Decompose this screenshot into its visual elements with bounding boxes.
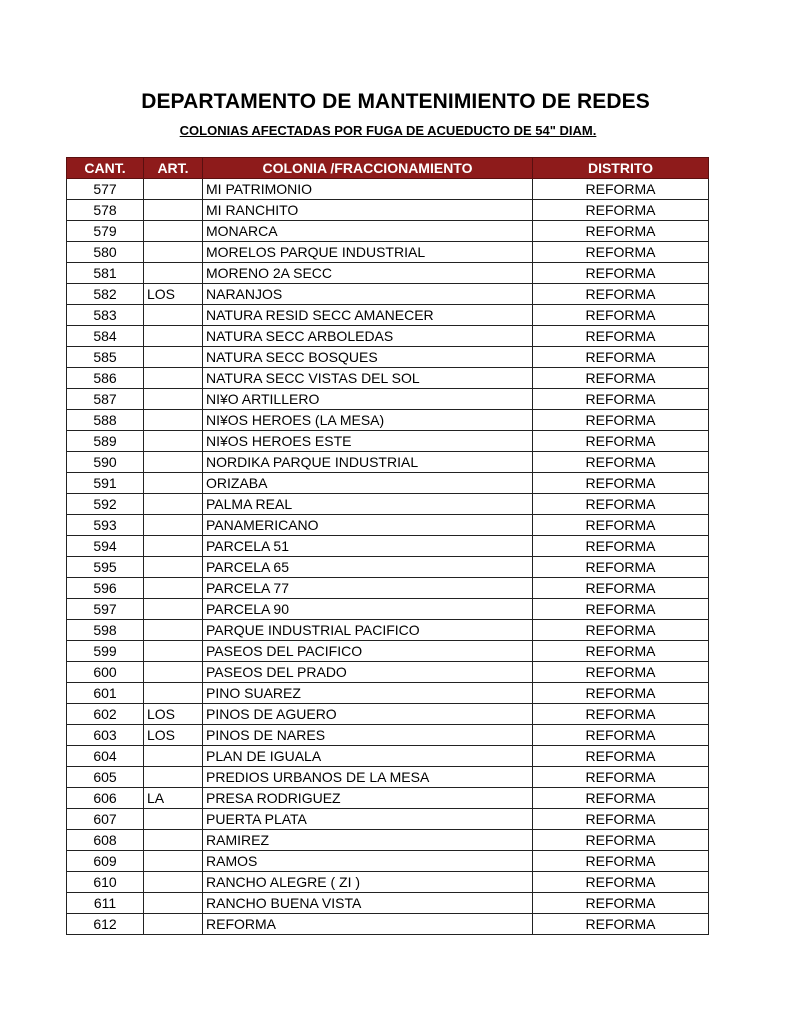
cell-colonia: RANCHO BUENA VISTA	[203, 893, 533, 914]
cell-colonia: PARCELA 90	[203, 599, 533, 620]
column-header-colonia: COLONIA /FRACCIONAMIENTO	[203, 158, 533, 179]
cell-colonia: NATURA SECC BOSQUES	[203, 347, 533, 368]
cell-art: LOS	[144, 284, 203, 305]
cell-cant: 587	[67, 389, 144, 410]
cell-cant: 591	[67, 473, 144, 494]
cell-colonia: NARANJOS	[203, 284, 533, 305]
table-row	[67, 851, 709, 872]
column-header-distrito: DISTRITO	[533, 158, 709, 179]
cell-distrito: REFORMA	[533, 284, 709, 305]
table-row	[67, 767, 709, 788]
cell-art	[144, 200, 203, 221]
cell-art	[144, 305, 203, 326]
cell-art	[144, 767, 203, 788]
table-row	[67, 872, 709, 893]
table-row	[67, 641, 709, 662]
cell-cant: 596	[67, 578, 144, 599]
cell-distrito: REFORMA	[533, 851, 709, 872]
cell-cant: 608	[67, 830, 144, 851]
cell-cant: 588	[67, 410, 144, 431]
cell-cant: 602	[67, 704, 144, 725]
cell-cant: 604	[67, 746, 144, 767]
cell-art	[144, 536, 203, 557]
cell-distrito: REFORMA	[533, 410, 709, 431]
cell-colonia: NATURA SECC ARBOLEDAS	[203, 326, 533, 347]
table-row	[67, 263, 709, 284]
cell-art	[144, 515, 203, 536]
cell-cant: 592	[67, 494, 144, 515]
table-row	[67, 284, 709, 305]
cell-colonia: RAMIREZ	[203, 830, 533, 851]
cell-colonia: MONARCA	[203, 221, 533, 242]
table-row	[67, 179, 709, 200]
table-row	[67, 746, 709, 767]
cell-cant: 582	[67, 284, 144, 305]
cell-cant: 580	[67, 242, 144, 263]
cell-cant: 589	[67, 431, 144, 452]
cell-cant: 595	[67, 557, 144, 578]
table-row	[67, 557, 709, 578]
cell-art	[144, 893, 203, 914]
cell-colonia: MORENO 2A SECC	[203, 263, 533, 284]
cell-distrito: REFORMA	[533, 830, 709, 851]
cell-cant: 610	[67, 872, 144, 893]
cell-cant: 605	[67, 767, 144, 788]
table-row	[67, 221, 709, 242]
cell-distrito: REFORMA	[533, 452, 709, 473]
table-row	[67, 662, 709, 683]
cell-cant: 600	[67, 662, 144, 683]
cell-cant: 607	[67, 809, 144, 830]
cell-colonia: PRESA RODRIGUEZ	[203, 788, 533, 809]
table-row	[67, 725, 709, 746]
cell-art	[144, 851, 203, 872]
cell-art	[144, 473, 203, 494]
table-row	[67, 431, 709, 452]
cell-distrito: REFORMA	[533, 809, 709, 830]
cell-art	[144, 830, 203, 851]
cell-distrito: REFORMA	[533, 578, 709, 599]
cell-distrito: REFORMA	[533, 389, 709, 410]
cell-distrito: REFORMA	[533, 242, 709, 263]
table-row	[67, 788, 709, 809]
cell-art: LOS	[144, 725, 203, 746]
cell-colonia: PANAMERICANO	[203, 515, 533, 536]
cell-colonia: MI PATRIMONIO	[203, 179, 533, 200]
table-row	[67, 578, 709, 599]
table-row	[67, 242, 709, 263]
cell-cant: 609	[67, 851, 144, 872]
table-row	[67, 347, 709, 368]
cell-distrito: REFORMA	[533, 725, 709, 746]
cell-distrito: REFORMA	[533, 326, 709, 347]
cell-cant: 583	[67, 305, 144, 326]
cell-colonia: PARQUE INDUSTRIAL PACIFICO	[203, 620, 533, 641]
cell-colonia: PLAN DE IGUALA	[203, 746, 533, 767]
cell-colonia: PARCELA 77	[203, 578, 533, 599]
table-row	[67, 914, 709, 935]
page-subtitle: COLONIAS AFECTADAS POR FUGA DE ACUEDUCTO DE 54" DIAM.	[179, 123, 597, 138]
cell-distrito: REFORMA	[533, 767, 709, 788]
cell-colonia: RAMOS	[203, 851, 533, 872]
cell-art	[144, 641, 203, 662]
cell-cant: 590	[67, 452, 144, 473]
cell-art	[144, 914, 203, 935]
table-row	[67, 389, 709, 410]
cell-colonia: ORIZABA	[203, 473, 533, 494]
cell-colonia: NATURA SECC VISTAS DEL SOL	[203, 368, 533, 389]
cell-distrito: REFORMA	[533, 683, 709, 704]
cell-art	[144, 809, 203, 830]
table-row	[67, 620, 709, 641]
cell-distrito: REFORMA	[533, 347, 709, 368]
cell-distrito: REFORMA	[533, 221, 709, 242]
cell-colonia: PUERTA PLATA	[203, 809, 533, 830]
cell-art	[144, 368, 203, 389]
table-row	[67, 368, 709, 389]
cell-cant: 606	[67, 788, 144, 809]
cell-cant: 601	[67, 683, 144, 704]
table-row	[67, 830, 709, 851]
table-row	[67, 200, 709, 221]
cell-art	[144, 683, 203, 704]
cell-art	[144, 620, 203, 641]
cell-distrito: REFORMA	[533, 599, 709, 620]
cell-cant: 612	[67, 914, 144, 935]
cell-cant: 584	[67, 326, 144, 347]
cell-distrito: REFORMA	[533, 872, 709, 893]
cell-cant: 598	[67, 620, 144, 641]
cell-distrito: REFORMA	[533, 914, 709, 935]
cell-art	[144, 179, 203, 200]
cell-art	[144, 431, 203, 452]
cell-cant: 578	[67, 200, 144, 221]
cell-distrito: REFORMA	[533, 893, 709, 914]
cell-colonia: MORELOS PARQUE INDUSTRIAL	[203, 242, 533, 263]
cell-distrito: REFORMA	[533, 641, 709, 662]
cell-art	[144, 662, 203, 683]
cell-distrito: REFORMA	[533, 746, 709, 767]
cell-colonia: NATURA RESID SECC AMANECER	[203, 305, 533, 326]
table-row	[67, 410, 709, 431]
cell-art	[144, 452, 203, 473]
cell-distrito: REFORMA	[533, 620, 709, 641]
cell-art	[144, 263, 203, 284]
cell-cant: 603	[67, 725, 144, 746]
table-row	[67, 452, 709, 473]
table-header-row	[67, 158, 709, 179]
cell-colonia: NI¥O ARTILLERO	[203, 389, 533, 410]
cell-distrito: REFORMA	[533, 473, 709, 494]
cell-cant: 597	[67, 599, 144, 620]
cell-colonia: RANCHO ALEGRE ( ZI )	[203, 872, 533, 893]
table-row	[67, 704, 709, 725]
cell-distrito: REFORMA	[533, 179, 709, 200]
cell-distrito: REFORMA	[533, 662, 709, 683]
cell-distrito: REFORMA	[533, 263, 709, 284]
cell-cant: 577	[67, 179, 144, 200]
cell-distrito: REFORMA	[533, 431, 709, 452]
cell-cant: 581	[67, 263, 144, 284]
colonias-table	[66, 157, 709, 935]
cell-cant: 611	[67, 893, 144, 914]
cell-art	[144, 221, 203, 242]
cell-cant: 593	[67, 515, 144, 536]
cell-distrito: REFORMA	[533, 200, 709, 221]
cell-art	[144, 746, 203, 767]
cell-colonia: PASEOS DEL PACIFICO	[203, 641, 533, 662]
cell-cant: 585	[67, 347, 144, 368]
cell-art	[144, 557, 203, 578]
table-row	[67, 683, 709, 704]
table-row	[67, 305, 709, 326]
table-row	[67, 515, 709, 536]
cell-art: LOS	[144, 704, 203, 725]
cell-cant: 579	[67, 221, 144, 242]
cell-art	[144, 326, 203, 347]
cell-colonia: PASEOS DEL PRADO	[203, 662, 533, 683]
table-row	[67, 809, 709, 830]
cell-art	[144, 410, 203, 431]
page-title: DEPARTAMENTO DE MANTENIMIENTO DE REDES	[141, 90, 650, 113]
cell-art	[144, 242, 203, 263]
cell-colonia: REFORMA	[203, 914, 533, 935]
table-row	[67, 473, 709, 494]
cell-colonia: PINO SUAREZ	[203, 683, 533, 704]
column-header-art: ART.	[144, 158, 203, 179]
cell-art	[144, 599, 203, 620]
cell-colonia: PALMA REAL	[203, 494, 533, 515]
cell-colonia: NORDIKA PARQUE INDUSTRIAL	[203, 452, 533, 473]
cell-cant: 599	[67, 641, 144, 662]
cell-colonia: PREDIOS URBANOS DE LA MESA	[203, 767, 533, 788]
cell-art: LA	[144, 788, 203, 809]
cell-distrito: REFORMA	[533, 536, 709, 557]
cell-distrito: REFORMA	[533, 305, 709, 326]
cell-art	[144, 347, 203, 368]
cell-art	[144, 578, 203, 599]
cell-distrito: REFORMA	[533, 704, 709, 725]
cell-distrito: REFORMA	[533, 788, 709, 809]
cell-colonia: PINOS DE NARES	[203, 725, 533, 746]
cell-cant: 594	[67, 536, 144, 557]
cell-colonia: PARCELA 51	[203, 536, 533, 557]
table-row	[67, 536, 709, 557]
cell-distrito: REFORMA	[533, 557, 709, 578]
table-row	[67, 893, 709, 914]
cell-colonia: PINOS DE AGUERO	[203, 704, 533, 725]
cell-colonia: MI RANCHITO	[203, 200, 533, 221]
cell-art	[144, 872, 203, 893]
cell-distrito: REFORMA	[533, 515, 709, 536]
cell-art	[144, 389, 203, 410]
cell-colonia: NI¥OS HEROES ESTE	[203, 431, 533, 452]
column-header-cant: CANT.	[67, 158, 144, 179]
cell-art	[144, 494, 203, 515]
cell-colonia: PARCELA 65	[203, 557, 533, 578]
table-body	[67, 179, 709, 935]
cell-cant: 586	[67, 368, 144, 389]
cell-distrito: REFORMA	[533, 494, 709, 515]
cell-distrito: REFORMA	[533, 368, 709, 389]
table-row	[67, 494, 709, 515]
table-row	[67, 326, 709, 347]
table-row	[67, 599, 709, 620]
cell-colonia: NI¥OS HEROES (LA MESA)	[203, 410, 533, 431]
